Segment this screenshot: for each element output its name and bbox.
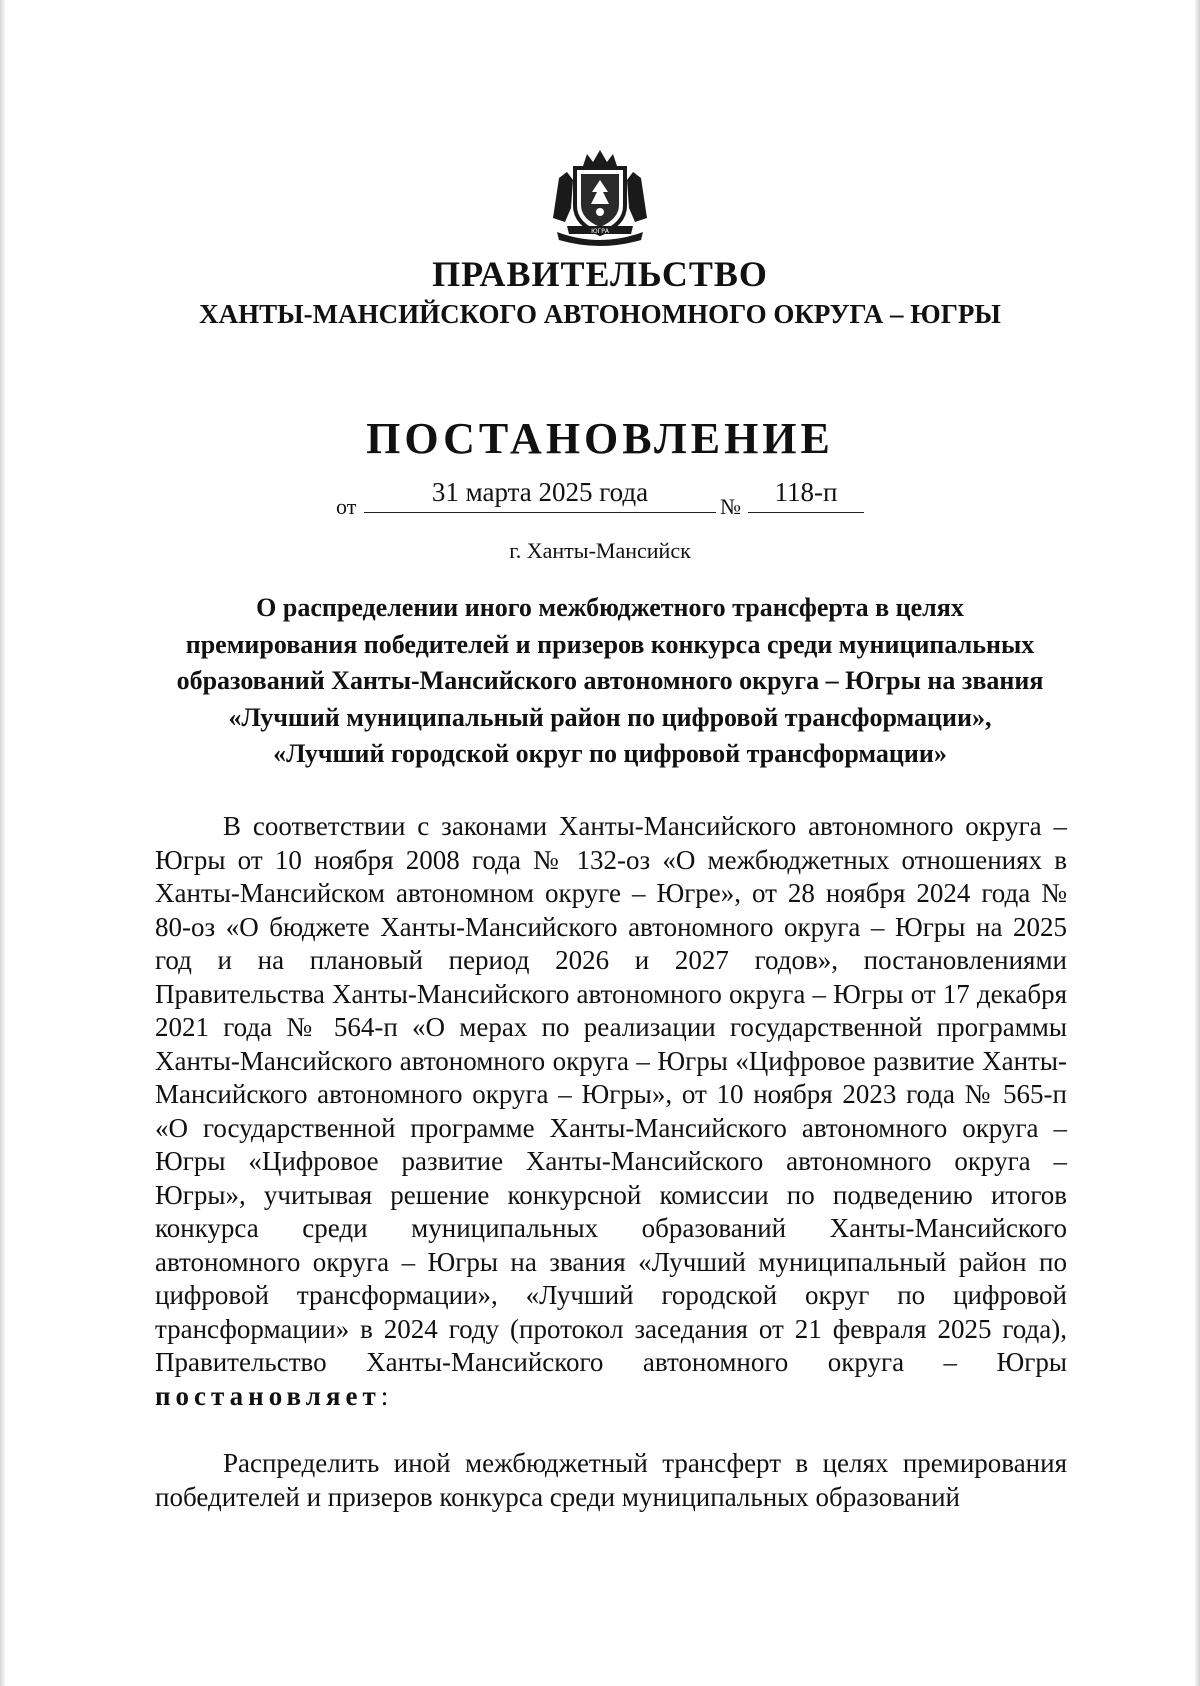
decree-word: постановляет (155, 1380, 381, 1411)
scan-edge-left (0, 0, 6, 1686)
city: г. Ханты-Мансийск (509, 538, 691, 563)
date-number-row (0, 474, 1200, 524)
date-label: от (336, 494, 357, 519)
document-subject: О распределении иного межбюджетного трансферта в целях премирования победителей и призеров конкурса среди муниципальных образований Ханты-Мансийского автономного округа – Югры на звания «Лучший муниципальный район по цифровой трансформации», «Лучший городской округ по цифровой трансформации» (176, 593, 1044, 768)
decree-colon: : (380, 1380, 389, 1411)
document-type: ПОСТАНОВЛЕНИЕ (366, 414, 834, 463)
preamble-text: В соответствии с законами Ханты-Мансийского автономного округа – Югры от 10 ноября 2008 года № 132-оз «О межбюджетных отношениях в Ханты-Мансийском автономном округе – Югре», от 28 ноября 2024 года № 80-оз «О бюджете Ханты-Мансийского автономного округа – Югры на 2025 год и на плановый период 2026 и 2027 годов», постановлениями Правительства Ханты-Мансийского автономного округа – Югры от 17 декабря 2021 года № 564-п «О мерах по реализации государственной программы Ханты-Мансийского автономного округа – Югры «Цифровое развитие Ханты-Мансийского автономного округа – Югры», от 10 ноября 2023 года № 565-п «О государственной программе Ханты-Мансийского автономного округа – Югры «Цифровое развитие Ханты-Мансийского автономного округа – Югры», учитывая решение конкурсной комиссии по подведению итогов конкурса среди муниципальных образований Ханты-Мансийского автономного округа – Югры на звания «Лучший муниципальный район по цифровой трансформации», «Лучший городской округ по цифровой трансформации» в 2024 году (протокол заседания от 21 февраля 2025 года), Правительство Ханты-Мансийского автономного округа – Югры (155, 811, 1067, 1377)
government-title: ПРАВИТЕЛЬСТВО (432, 254, 768, 294)
coat-of-arms-icon (545, 148, 655, 248)
document-body (155, 810, 1067, 1514)
number-label: № (720, 494, 741, 519)
svg-text:ЮГРА: ЮГРА (591, 228, 609, 235)
document-date: 31 марта 2025 года (364, 474, 716, 513)
region-title: ХАНТЫ-МАНСИЙСКОГО АВТОНОМНОГО ОКРУГА – ЮГРЫ (199, 299, 1001, 329)
document-number: 118-п (748, 474, 864, 513)
paragraph-1: Распределить иной межбюджетный трансферт в целях премирования победителей и призеров конкурса среди муниципальных образований (155, 1448, 1067, 1512)
preamble-paragraph (155, 810, 1067, 1413)
scan-edge-right (1194, 0, 1200, 1686)
